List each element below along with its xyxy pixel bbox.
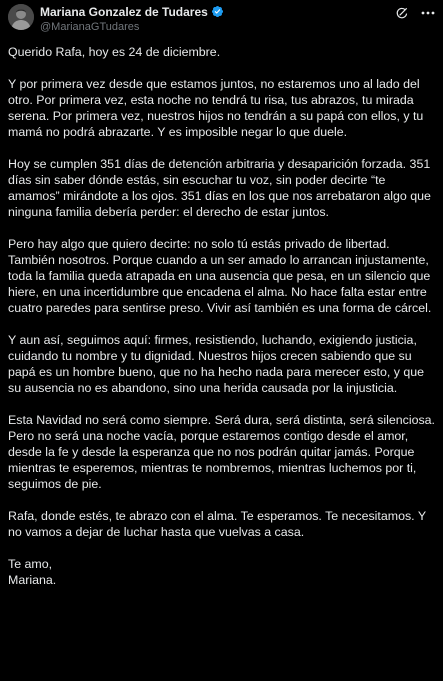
post-paragraph: Esta Navidad no será como siempre. Será dura, será distinta, será silenciosa. Pero no será una noche vacía, porque estaremos contigo desde el amor, desde la fe y desde la esperanza que no nos podrán quitar jamás. Porque mientras te esperemos, mientras te nombremos, mientras luchemos por ti, seguimos de pie.: [8, 413, 435, 491]
header-actions: [395, 6, 435, 20]
verified-badge-icon: [211, 5, 224, 18]
avatar[interactable]: [8, 4, 34, 30]
post-closing: Te amo,: [8, 557, 53, 571]
post-paragraph: Querido Rafa, hoy es 24 de diciembre.: [8, 45, 221, 59]
post-header: [0, 0, 443, 44]
post-paragraph: Hoy se cumplen 351 días de detención arbitraria y desaparición forzada. 351 días sin saber dónde estás, sin escuchar tu voz, sin poder decirte “te amamos” mirándote a los ojos. 351 días en los que nos arrebataron algo que ninguna familia debería perder: el derecho de estar juntos.: [8, 157, 431, 219]
post-text: [8, 44, 436, 588]
post-paragraph: Pero hay algo que quiero decirte: no solo tú estás privado de libertad. También nosotros. Porque cuando a un ser amado lo arrancan injustamente, toda la familia queda atrapada en una ausencia que pesa, en un silencio que hiere, en una incertidumbre que encadena el alma. No hace falta estar entre cuatro paredes para sentirse preso. Vivir así también es una forma de cárcel.: [8, 237, 432, 315]
author-display-name[interactable]: Mariana Gonzalez de Tudares: [40, 4, 208, 19]
grok-icon[interactable]: [395, 6, 409, 20]
author-handle[interactable]: @MarianaGTudares: [40, 21, 140, 33]
author-names: [40, 4, 224, 33]
more-icon[interactable]: [421, 6, 435, 20]
post-signature: Mariana.: [8, 573, 57, 587]
avatar-image: [8, 4, 34, 30]
post-paragraph: Y por primera vez desde que estamos juntos, no estaremos uno al lado del otro. Por primera vez, esta noche no tendrá tu risa, tus abrazos, tu mirada serena. Por primera vez, nuestros hijos no tendrán a su papá con ellos, y tu mamá no podrá abrazarte. Y es imposible negar lo que duele.: [8, 77, 424, 139]
post-paragraph: Rafa, donde estés, te abrazo con el alma. Te esperamos. Te necesitamos. Y no vamos a dejar de luchar hasta que vuelvas a casa.: [8, 509, 426, 539]
post-paragraph: Y aun así, seguimos aquí: firmes, resistiendo, luchando, exigiendo justicia, cuidando tu nombre y tu dignidad. Nuestros hijos crecen sabiendo que su papá es un hombre bueno, que no ha hecho nada para merecer esto, y que su ausencia no es abandono, sino una herida causada por la injusticia.: [8, 333, 425, 395]
